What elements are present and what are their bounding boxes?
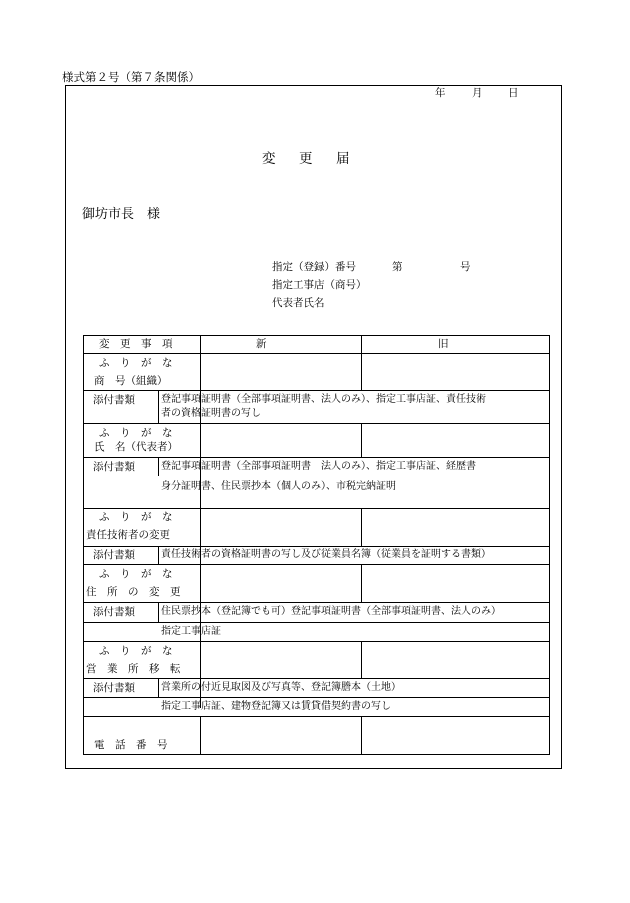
registration-number-suffix: 号 bbox=[460, 261, 471, 273]
attachments-label-4: 添付書類 bbox=[93, 606, 135, 618]
chief-engineer-label: 責任技術者の変更 bbox=[86, 529, 170, 541]
attachments-text-1a: 登記事項証明書（全部事項証明書、法人のみ）、指定工事店証、責任技術 bbox=[161, 394, 486, 405]
attachments-text-3: 責任技術者の資格証明書の写し及び従業員名簿（従業員を証明する書類） bbox=[161, 549, 491, 560]
registration-number-prefix: 第 bbox=[392, 261, 403, 273]
attachments-label-2: 添付書類 bbox=[93, 461, 135, 473]
attachments-label-5: 添付書類 bbox=[93, 682, 135, 694]
attachments-text-2b: 身分証明書、住民票抄本（個人のみ）、市税完納証明 bbox=[161, 481, 396, 492]
addressee: 御坊市長 様 bbox=[82, 207, 161, 222]
address-change-label: 住 所 の 変 更 bbox=[86, 586, 181, 598]
attachments-label-3: 添付書類 bbox=[93, 549, 135, 561]
attachments-text-4a: 住民票抄本（登記簿でも可）登記事項証明書（全部事項証明書、法人のみ） bbox=[161, 606, 501, 617]
trade-name-furigana: ふ り が な bbox=[99, 357, 173, 369]
office-move-label: 営 業 所 移 転 bbox=[86, 663, 181, 675]
title-char-1: 変 bbox=[262, 151, 276, 167]
attachments-text-4b: 指定工事店証 bbox=[161, 626, 221, 637]
representative-name-label: 代表者氏名 bbox=[272, 297, 325, 309]
attachments-text-1b: 者の資格証明書の写し bbox=[161, 408, 261, 419]
header-new: 新 bbox=[256, 338, 267, 350]
date-month: 月 bbox=[472, 87, 483, 99]
attachments-text-2a: 登記事項証明書（全部事項証明書 法人のみ）、指定工事店証、経歴書 bbox=[161, 461, 476, 472]
header-change-item: 変 更 事 項 bbox=[99, 338, 173, 350]
address-furigana: ふ り が な bbox=[99, 568, 173, 580]
attachments-text-5a: 営業所の付近見取図及び写真等、登記簿謄本（土地） bbox=[161, 682, 401, 693]
chief-engineer-furigana: ふ り が な bbox=[99, 511, 173, 523]
date-year: 年 bbox=[435, 87, 446, 99]
form-number: 様式第２号（第７条関係） bbox=[62, 70, 200, 84]
trade-name-label: 商 号（組織） bbox=[94, 375, 168, 387]
shop-name-label: 指定工事店（商号） bbox=[272, 279, 367, 291]
office-move-furigana: ふ り が な bbox=[99, 645, 173, 657]
title-char-2: 更 bbox=[299, 151, 313, 167]
change-items-table bbox=[83, 335, 550, 755]
representative-label: 氏 名（代表者） bbox=[94, 441, 178, 453]
header-old: 旧 bbox=[438, 338, 449, 350]
title-char-3: 届 bbox=[336, 151, 350, 167]
attachments-label-1: 添付書類 bbox=[93, 394, 135, 406]
phone-number-label: 電 話 番 号 bbox=[94, 739, 168, 751]
date-day: 日 bbox=[508, 87, 519, 99]
representative-furigana: ふ り が な bbox=[99, 427, 173, 439]
registration-number-label: 指定（登録）番号 bbox=[272, 261, 356, 273]
attachments-text-5b: 指定工事店証、建物登記簿又は賃貸借契約書の写し bbox=[161, 701, 391, 712]
